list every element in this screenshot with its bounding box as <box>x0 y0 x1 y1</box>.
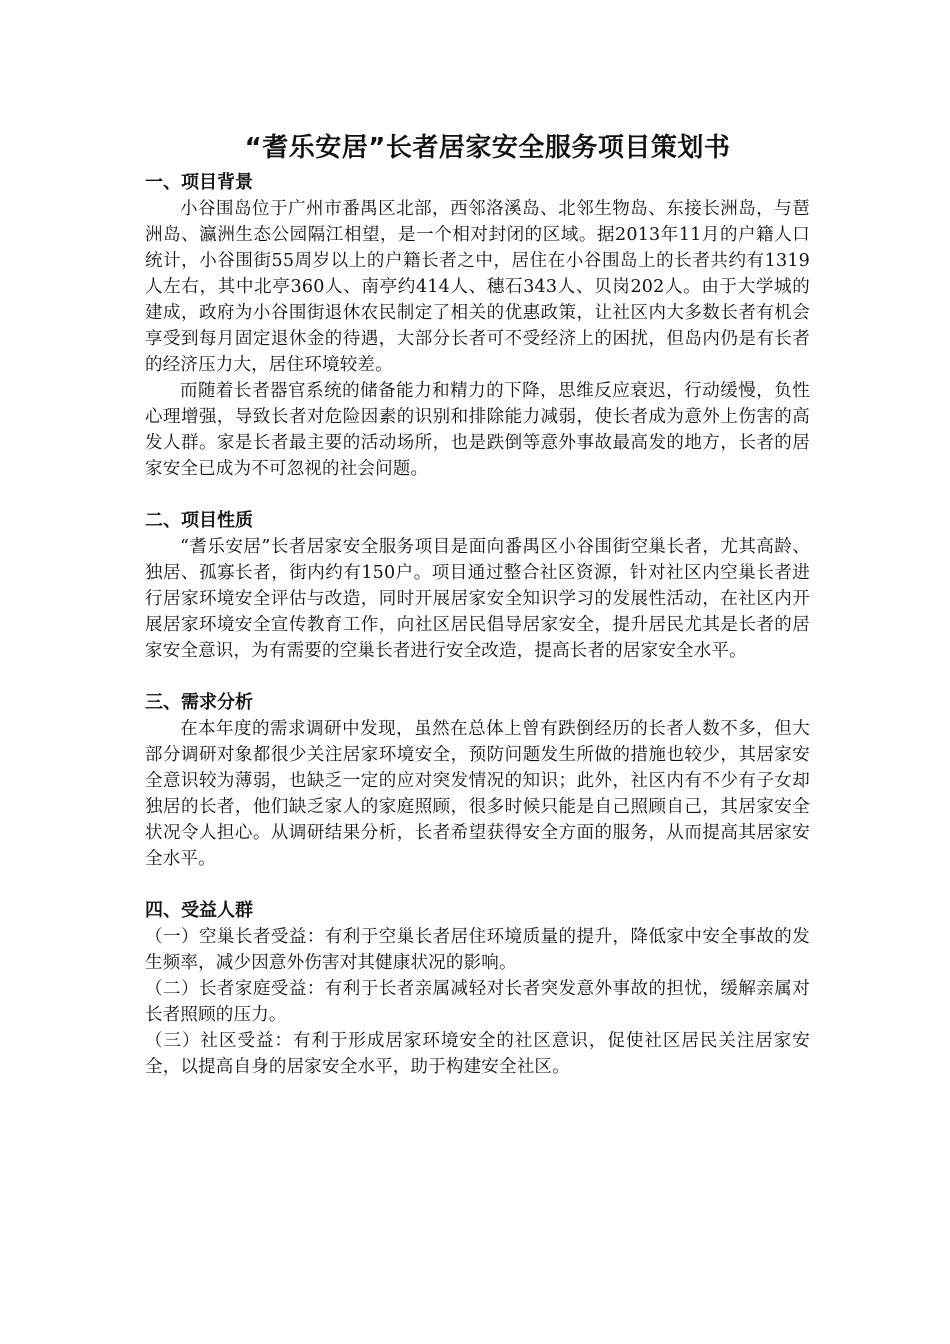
list-item: （一）空巢长者受益：有利于空巢长者居住环境质量的提升，降低家中安全事故的发生频率，减少因意外伤害对其健康状况的影响。 <box>145 927 810 973</box>
paragraph: 小谷围岛位于广州市番禺区北部，西邻洛溪岛、北邻生物岛、东接长洲岛，与琶洲岛、瀛洲生态公园隔江相望，是一个相对封闭的区域。据2013年11月的户籍人口统计，小谷围街55周岁以上的户籍长者之中，居住在小谷围岛上的长者共约有1319人左右，其中北亭360人、南亭约414人、穗石343人、贝岗202人。由于大学城的建成，政府为小谷围街退休农民制定了相关的优惠政策，让社区内大多数长者有机会享受到每月固定退休金的待遇，大部分长者可不受经济上的困扰，但岛内仍是有长者的经济压力大，居住环境较差。 <box>145 199 810 375</box>
list-item: （二）长者家庭受益：有利于长者亲属减轻对长者突发意外事故的担忧，缓解亲属对长者照顾的压力。 <box>145 979 810 1025</box>
section-heading: 四、受益人群 <box>145 900 253 921</box>
section-heading: 一、项目背景 <box>145 172 253 193</box>
section-background <box>145 170 810 482</box>
paragraph: 而随着长者器官系统的储备能力和精力的下降，思维反应衰迟，行动缓慢，负性心理增强，导致长者对危险因素的识别和排除能力减弱，使长者成为意外上伤害的高发人群。家是长者最主要的活动场所，也是跌倒等意外事故最高发的地方，长者的居家安全已成为不可忽视的社会问题。 <box>145 381 810 479</box>
list-item: （三）社区受益：有利于形成居家环境安全的社区意识，促使社区居民关注居家安全，以提高自身的居家安全水平，助于构建安全社区。 <box>145 1031 810 1077</box>
section-beneficiaries <box>145 898 810 1080</box>
document-title: “耆乐安居”长者居家安全服务项目策划书 <box>244 133 731 163</box>
paragraph: “耆乐安居”长者居家安全服务项目是面向番禺区小谷围街空巢长者，尤其高龄、独居、孤寡长者，街内约有150户。项目通过整合社区资源，针对社区内空巢长者进行居家环境安全评估与改造，同时开展居家安全知识学习的发展性活动，在社区内开展居家环境安全宣传教育工作，向社区居民倡导居家安全，提升居民尤其是长者的居家安全意识，为有需要的空巢长者进行安全改造，提高长者的居家安全水平。 <box>145 537 810 661</box>
section-needs-analysis <box>145 690 810 872</box>
paragraph: 在本年度的需求调研中发现，虽然在总体上曾有跌倒经历的长者人数不多，但大部分调研对象都很少关注居家环境安全，预防问题发生所做的措施也较少，其居家安全意识较为薄弱，也缺乏一定的应对突发情况的知识；此外，社区内有不少有子女却独居的长者，他们缺乏家人的家庭照顾，很多时候只能是自己照顾自己，其居家安全状况令人担心。从调研结果分析，长者希望获得安全方面的服务，从而提高其居家安全水平。 <box>145 719 810 869</box>
section-nature <box>145 508 810 664</box>
document-page <box>145 128 810 1080</box>
section-heading: 三、需求分析 <box>145 692 253 713</box>
section-heading: 二、项目性质 <box>145 510 253 531</box>
